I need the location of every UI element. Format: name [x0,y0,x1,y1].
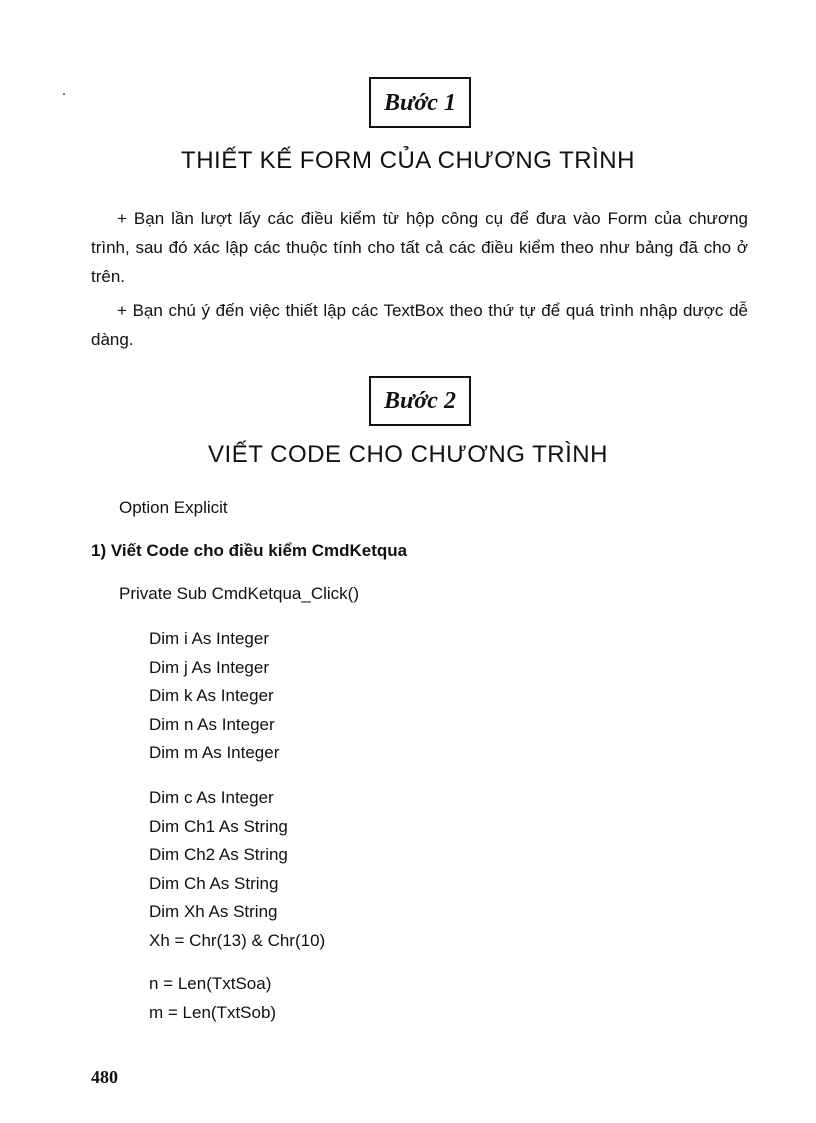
code-sub-signature: Private Sub CmdKetqua_Click() [119,584,359,603]
page-number: 480 [91,1067,118,1087]
code-block-declarations-string [149,784,325,955]
instruction-paragraph-2: + Bạn chú ý đến việc thiết lập các TextBox theo thứ tự để quá trình nhập dược dễ dàng. [91,301,748,349]
step-2-label: Bước 2 [384,388,456,414]
code-line: Xh = Chr(13) & Chr(10) [149,930,326,950]
step-2-box [369,376,471,426]
scan-speck [63,93,65,95]
code-line: Dim j As Integer [149,657,269,677]
step-1-box [369,77,471,128]
subsection-heading: 1) Viết Code cho điều kiểm CmdKetqua [91,541,408,560]
code-line: Dim Ch1 As String [149,816,288,836]
code-line: m = Len(TxtSob) [149,1002,277,1022]
code-line: Dim k As Integer [149,686,274,705]
code-option-explicit: Option Explicit [119,498,228,517]
section-title-form-design: THIẾT KẾ FORM CỦA CHƯƠNG TRÌNH [181,147,635,174]
code-line: Dim Xh As String [149,902,278,921]
code-line: Dim m As Integer [149,743,280,762]
code-line: Dim c As Integer [149,788,274,807]
code-line: n = Len(TxtSoa) [149,974,272,993]
section-title-write-code: VIẾT CODE CHO CHƯƠNG TRÌNH [208,441,608,468]
code-line: Dim n As Integer [149,714,275,734]
code-line: Dim Ch As String [149,873,279,893]
code-line: Dim i As Integer [149,629,269,648]
instruction-paragraph-1: + Bạn lần lượt lấy các điều kiểm từ hộp công cụ để đưa vào Form của chương trình, sau đó xác lập các thuộc tính cho tất cả các điều kiểm theo như bảng đã cho ở trên. [91,209,748,286]
step-1-label: Bước 1 [384,89,456,116]
code-block-declarations-integer [149,625,279,768]
code-line: Dim Ch2 As String [149,845,288,864]
code-block-assignments [149,970,276,1027]
